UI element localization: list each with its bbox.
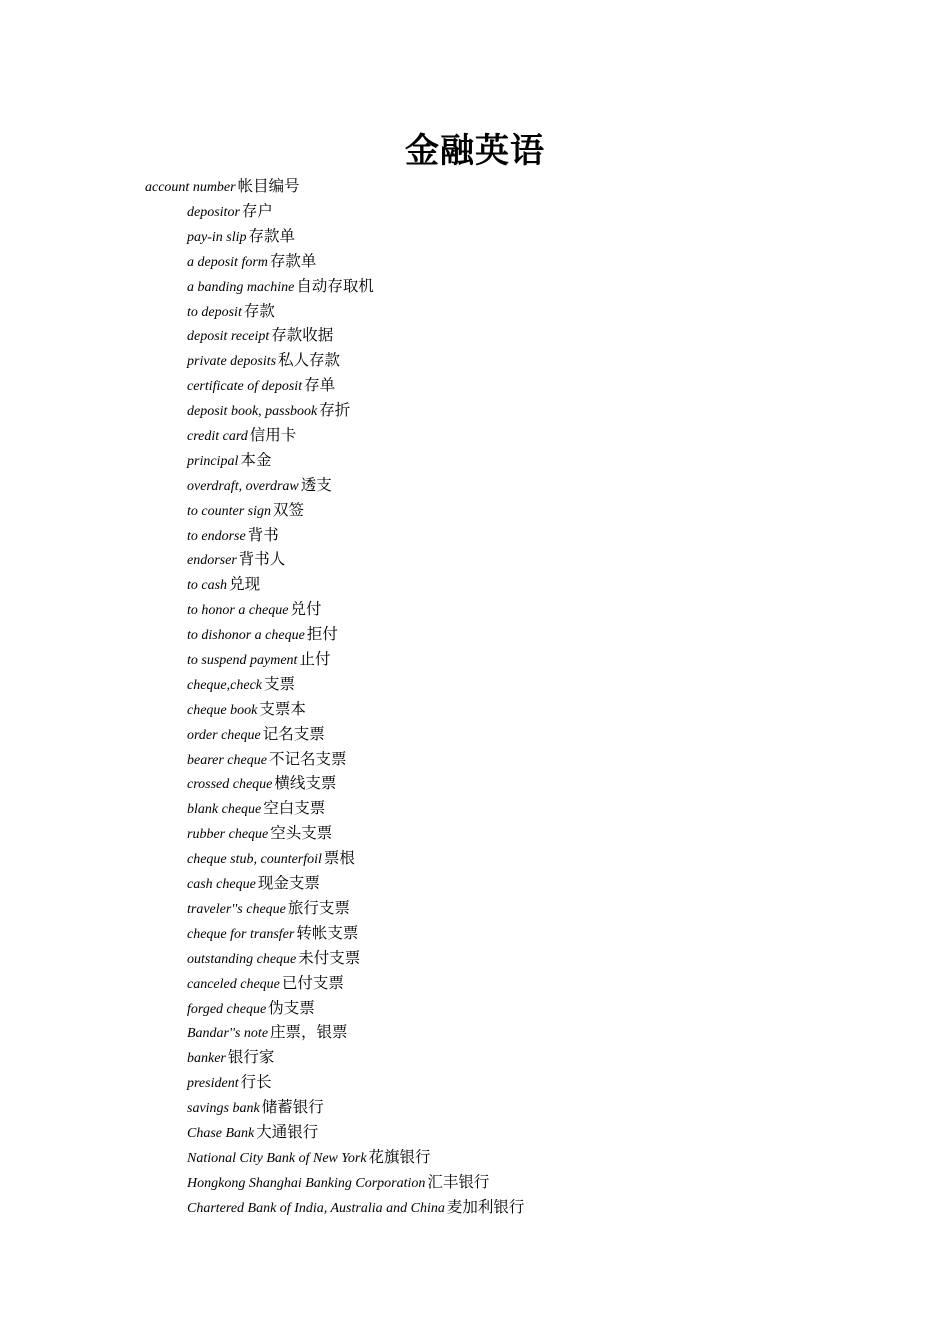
list-item <box>187 647 524 672</box>
list-item <box>187 597 524 622</box>
entry-english: banker <box>187 1051 226 1067</box>
list-item <box>187 921 524 946</box>
list-item <box>187 821 524 846</box>
entry-chinese: 支票 <box>264 674 296 693</box>
list-item <box>187 846 524 871</box>
list-item <box>187 1070 524 1095</box>
entry-chinese: 票根 <box>323 849 355 868</box>
entry-chinese: 背书 <box>247 525 279 544</box>
entry-english: to cash <box>187 578 228 594</box>
entry-chinese: 储蓄银行 <box>261 1098 324 1117</box>
list-item <box>187 771 524 796</box>
entry-english: endorser <box>187 553 237 569</box>
entry-english: crossed cheque <box>187 777 273 793</box>
list-item <box>187 373 524 398</box>
entry-chinese: 兑付 <box>290 600 322 619</box>
entry-chinese: 背书人 <box>238 550 286 569</box>
entry-chinese: 私人存款 <box>278 351 341 370</box>
list-item <box>187 572 524 597</box>
list-item <box>187 747 524 772</box>
entry-english: a banding machine <box>187 279 295 295</box>
entry-english: account number <box>145 180 236 195</box>
list-item <box>187 249 524 274</box>
entry-chinese: 空头支票 <box>270 824 333 843</box>
list-item <box>187 697 524 722</box>
entry-chinese: 帐目编号 <box>237 177 300 195</box>
entry-english: pay-in slip <box>187 229 247 245</box>
entry-english: traveler''s cheque <box>187 901 286 917</box>
list-item <box>187 896 524 921</box>
entry-english: bearer cheque <box>187 752 267 768</box>
entry-english: a deposit form <box>187 254 268 270</box>
entry-chinese: 汇丰银行 <box>427 1172 490 1191</box>
list-item <box>187 672 524 697</box>
entry-chinese: 支票本 <box>259 699 306 718</box>
list-item <box>187 1095 524 1120</box>
entry-english: principal <box>187 453 239 469</box>
list-item <box>187 1145 524 1170</box>
entry-chinese: 旅行支票 <box>287 898 350 917</box>
entry-chinese: 现金支票 <box>257 874 320 893</box>
list-item <box>187 871 524 896</box>
entry-english: deposit book, passbook <box>187 404 318 420</box>
entry-english: to endorse <box>187 528 246 544</box>
entry-chinese: 大通银行 <box>256 1122 319 1141</box>
entry-english: to suspend payment <box>187 653 298 669</box>
glossary-list <box>187 199 524 1220</box>
entry-chinese: 存款 <box>243 301 275 320</box>
list-item <box>187 971 524 996</box>
entry-english: rubber cheque <box>187 827 269 843</box>
entry-english: forged cheque <box>187 1001 267 1017</box>
entry-english: cheque for transfer <box>187 926 295 942</box>
entry-english: blank cheque <box>187 802 262 818</box>
entry-chinese: 存款单 <box>248 226 296 245</box>
list-item <box>187 274 524 299</box>
entry-english: president <box>187 1076 239 1092</box>
entry-english: Bandar''s note <box>187 1026 269 1042</box>
entry-english: to deposit <box>187 304 242 320</box>
list-item <box>187 1170 524 1195</box>
entry-chinese: 存单 <box>304 376 336 395</box>
list-item <box>187 1195 524 1220</box>
list-item <box>187 299 524 324</box>
entry-chinese: 记名支票 <box>262 724 325 743</box>
heading-entry <box>145 174 300 199</box>
entry-chinese: 双签 <box>273 500 305 519</box>
entry-chinese: 存折 <box>319 401 351 420</box>
entry-chinese: 兑现 <box>229 575 261 594</box>
entry-chinese: 空白支票 <box>263 799 326 818</box>
list-item <box>187 323 524 348</box>
entry-chinese: 存款收据 <box>271 326 334 345</box>
entry-chinese: 存户 <box>241 202 273 220</box>
entry-chinese: 行长 <box>240 1073 272 1092</box>
entry-chinese: 已付支票 <box>281 973 344 992</box>
entry-english: to dishonor a cheque <box>187 628 305 644</box>
entry-english: cheque book <box>187 702 258 718</box>
list-item <box>187 523 524 548</box>
entry-english: cheque,check <box>187 677 262 693</box>
entry-english: cash cheque <box>187 877 256 893</box>
list-item <box>187 796 524 821</box>
entry-english: to honor a cheque <box>187 603 289 619</box>
entry-chinese: 银行家 <box>227 1048 275 1067</box>
list-item <box>187 946 524 971</box>
list-item <box>187 423 524 448</box>
entry-chinese: 伪支票 <box>268 998 315 1017</box>
entry-chinese: 不记名支票 <box>268 749 347 768</box>
entry-english: cheque stub, counterfoil <box>187 852 322 868</box>
list-item <box>187 448 524 473</box>
entry-chinese: 本金 <box>240 450 272 469</box>
entry-english: savings bank <box>187 1101 260 1117</box>
list-item <box>187 498 524 523</box>
entry-english: deposit receipt <box>187 329 270 345</box>
entry-chinese: 透支 <box>300 475 332 494</box>
list-item <box>187 473 524 498</box>
entry-chinese: 存款单 <box>269 251 317 270</box>
list-item <box>187 547 524 572</box>
entry-english: overdraft, overdraw <box>187 478 299 494</box>
entry-english: Chase Bank <box>187 1125 255 1141</box>
entry-english: depositor <box>187 205 240 220</box>
list-item <box>187 1120 524 1145</box>
entry-chinese: 庄票，银票 <box>270 1023 348 1042</box>
entry-chinese: 止付 <box>299 650 331 669</box>
list-item <box>187 622 524 647</box>
list-item <box>187 398 524 423</box>
list-item <box>187 224 524 249</box>
list-item <box>187 722 524 747</box>
entry-english: Chartered Bank of India, Australia and China <box>187 1200 445 1216</box>
entry-english: order cheque <box>187 727 261 743</box>
entry-chinese: 横线支票 <box>274 774 337 793</box>
entry-chinese: 花旗银行 <box>368 1147 431 1166</box>
page-title: 金融英语 <box>405 131 545 171</box>
list-item <box>187 348 524 373</box>
list-item <box>187 199 524 224</box>
list-item <box>187 1020 524 1045</box>
entry-english: to counter sign <box>187 503 271 519</box>
entry-english: Hongkong Shanghai Banking Corporation <box>187 1175 426 1191</box>
entry-chinese: 未付支票 <box>298 948 361 967</box>
entry-chinese: 拒付 <box>306 625 338 644</box>
entry-english: credit card <box>187 429 248 445</box>
entry-english: National City Bank of New York <box>187 1150 367 1166</box>
entry-english: private deposits <box>187 354 277 370</box>
entry-chinese: 转帐支票 <box>296 923 359 942</box>
entry-chinese: 麦加利银行 <box>446 1197 525 1216</box>
list-item <box>187 1045 524 1070</box>
entry-english: outstanding cheque <box>187 951 297 967</box>
entry-chinese: 自动存取机 <box>296 276 374 295</box>
entry-chinese: 信用卡 <box>249 426 297 445</box>
entry-english: certificate of deposit <box>187 379 303 395</box>
entry-english: canceled cheque <box>187 976 280 992</box>
list-item <box>187 996 524 1021</box>
